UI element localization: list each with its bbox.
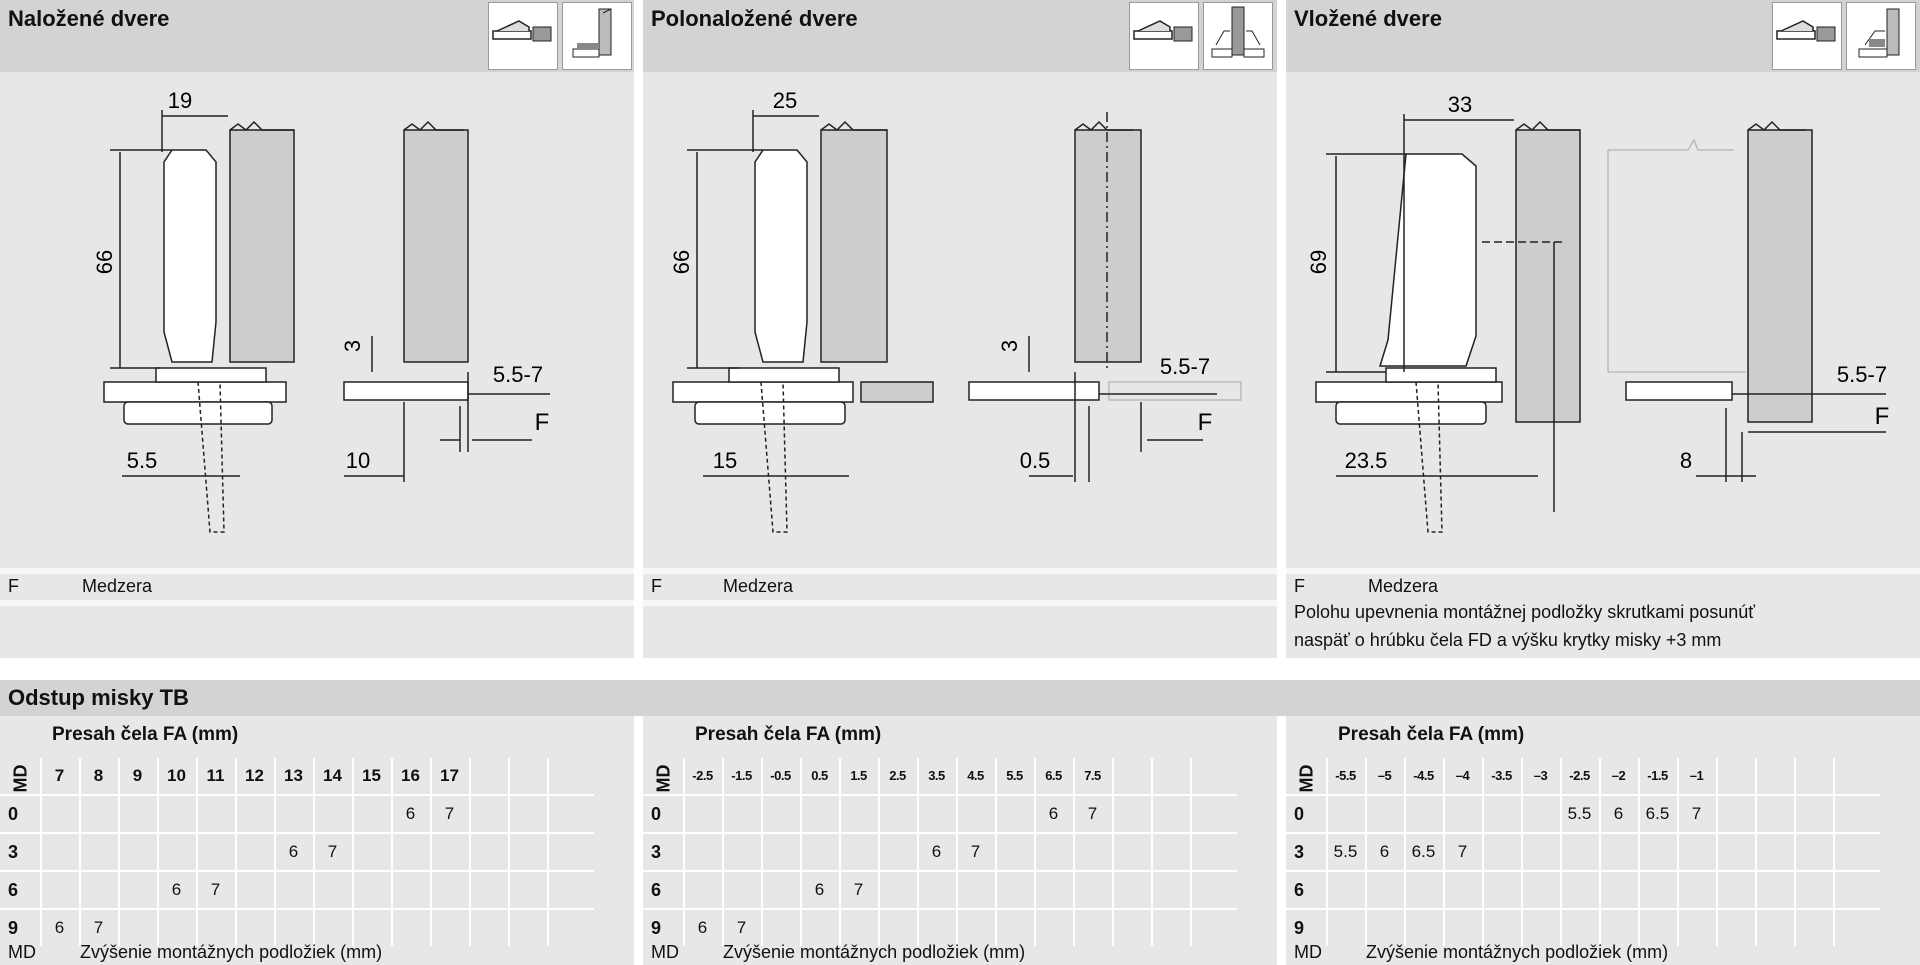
half-overlay-door-icon (1203, 2, 1273, 70)
table-cell (1755, 872, 1792, 908)
dim-f-label: F (1874, 403, 1890, 430)
footer-key: MD (1294, 942, 1322, 962)
column-header: 1.5 (839, 758, 876, 794)
table-cell (722, 796, 759, 832)
row-md-label: 9 (1294, 918, 1305, 938)
row-md-label: 6 (8, 880, 19, 900)
note-key: F (1294, 576, 1305, 596)
table-cell (430, 834, 467, 870)
table-cell (547, 872, 584, 908)
md-axis-label: MD (1296, 764, 1317, 793)
half-overlay-door-drawing (643, 72, 1277, 570)
table-cell (196, 910, 233, 946)
note-text: Medzera (82, 576, 153, 596)
table-cell (1755, 910, 1792, 946)
table-cell (1794, 910, 1831, 946)
panel-header (1286, 0, 1920, 72)
column-header (547, 758, 584, 794)
table-cell (917, 796, 954, 832)
column-header (1151, 758, 1188, 794)
table-cell (1034, 910, 1071, 946)
table-cell (800, 796, 837, 832)
table-cell (1482, 834, 1519, 870)
panel-header (643, 0, 1277, 72)
table-cell (1151, 834, 1188, 870)
table-footer (1294, 942, 1668, 963)
footer-key: MD (8, 942, 36, 962)
column-header (508, 758, 545, 794)
column-header: 2.5 (878, 758, 915, 794)
row-md-label: 3 (8, 842, 19, 862)
table-cell: 7 (1443, 834, 1480, 870)
table-cell (1404, 872, 1441, 908)
table-cell: 7 (79, 910, 116, 946)
dim-bottom-mid-label: 10 (345, 448, 371, 473)
tb-table-overlay (0, 716, 634, 965)
table-cell: 6.5 (1404, 834, 1441, 870)
md-axis-label: MD (653, 764, 674, 793)
column-header: 0.5 (800, 758, 837, 794)
tb-section-header (0, 680, 1920, 716)
hinge-type-icon (488, 2, 558, 70)
table-cell (469, 796, 506, 832)
table-cell (157, 834, 194, 870)
table-cell (40, 872, 77, 908)
table-cell: 7 (722, 910, 759, 946)
table-cell (79, 834, 116, 870)
table-cell (1638, 834, 1675, 870)
row-md-label: 9 (651, 918, 662, 938)
table-cell (274, 910, 311, 946)
dim-bottom-mid-label: 8 (1679, 448, 1693, 473)
table-cell (1151, 872, 1188, 908)
overlay-door-icon (562, 2, 632, 70)
footer-text: Zvýšenie montážnych podložiek (mm) (1366, 942, 1669, 962)
table-cell (508, 910, 545, 946)
dim-bottom-left-label: 5.5 (126, 448, 158, 473)
note-text: naspäť o hrúbku čela FD a výšku krytky misky +3 mm (1294, 630, 1722, 650)
row-md-label: 6 (651, 880, 662, 900)
column-header: 7.5 (1073, 758, 1110, 794)
panel-title: Polonaložené dvere (651, 6, 858, 31)
row-md-label: 0 (651, 804, 662, 824)
table-cell: 7 (430, 796, 467, 832)
table-cell (1599, 872, 1636, 908)
table-cell (1677, 910, 1714, 946)
table-cell (1521, 834, 1558, 870)
table-cell (1599, 834, 1636, 870)
dim-gap-label: 3 (997, 339, 1022, 353)
table-cell (391, 910, 428, 946)
table-cell (1073, 872, 1110, 908)
table-cell: 5.5 (1560, 796, 1597, 832)
table-cell (1794, 796, 1831, 832)
table-cell (956, 796, 993, 832)
table-cell (391, 834, 428, 870)
table-cell (1190, 796, 1227, 832)
tb-table-inset (1286, 716, 1920, 965)
table-cell (430, 910, 467, 946)
table-cell (1716, 796, 1753, 832)
table-cell (1833, 796, 1870, 832)
table-cell (1560, 872, 1597, 908)
table-cell (235, 910, 272, 946)
table-cell (1755, 796, 1792, 832)
column-header (1112, 758, 1149, 794)
table-cell (1326, 872, 1363, 908)
table-cell (1833, 872, 1870, 908)
table-cell (118, 910, 155, 946)
table-cell (839, 834, 876, 870)
table-cell (995, 796, 1032, 832)
table-cell (1073, 834, 1110, 870)
table-cell (722, 872, 759, 908)
hinge-type-icon (1772, 2, 1842, 70)
table-cell (878, 834, 915, 870)
column-header (1794, 758, 1831, 794)
column-header: -1.5 (722, 758, 759, 794)
table-cell (274, 796, 311, 832)
table-subtitle: Presah čela FA (mm) (52, 724, 239, 745)
table-cell (1190, 834, 1227, 870)
panel-overlay-door (0, 0, 634, 658)
table-cell (391, 872, 428, 908)
table-cell: 6 (1599, 796, 1636, 832)
table-cell (118, 796, 155, 832)
column-header: 15 (352, 758, 389, 794)
table-cell (430, 872, 467, 908)
column-header: –5 (1365, 758, 1402, 794)
row-md-label: 0 (1294, 804, 1305, 824)
table-cell: 6 (1034, 796, 1071, 832)
table-cell (547, 796, 584, 832)
column-header: 16 (391, 758, 428, 794)
panel-title: Vložené dvere (1294, 6, 1442, 31)
table-cell (118, 872, 155, 908)
table-cell (1326, 910, 1363, 946)
table-cell: 6 (391, 796, 428, 832)
table-cell (469, 872, 506, 908)
table-cell (956, 872, 993, 908)
table-cell (1482, 796, 1519, 832)
dim-top-label: 33 (1447, 92, 1473, 117)
dim-top-label: 19 (167, 88, 193, 113)
table-cell (761, 872, 798, 908)
table-cell (1755, 834, 1792, 870)
dim-bottom-left-label: 23.5 (1344, 448, 1388, 473)
table-cell (508, 796, 545, 832)
panel-half-overlay-door (643, 0, 1277, 658)
table-cell (1482, 872, 1519, 908)
table-cell: 6 (40, 910, 77, 946)
table-cell (1112, 910, 1149, 946)
dim-bottom-left-label: 15 (712, 448, 738, 473)
row-md-label: 0 (8, 804, 19, 824)
table-cell: 6 (157, 872, 194, 908)
hinge-type-icon (1129, 2, 1199, 70)
table-cell (79, 872, 116, 908)
table-cell (40, 796, 77, 832)
column-header (1190, 758, 1227, 794)
table-cell (1112, 834, 1149, 870)
table-cell: 6 (917, 834, 954, 870)
column-header (1755, 758, 1792, 794)
table-cell (1521, 796, 1558, 832)
note-key: F (8, 576, 19, 596)
note-text: Medzera (1368, 576, 1439, 596)
column-header: 4.5 (956, 758, 993, 794)
column-header: 9 (118, 758, 155, 794)
table-cell (1151, 910, 1188, 946)
table-cell (40, 834, 77, 870)
table-cell (1716, 834, 1753, 870)
column-header (469, 758, 506, 794)
column-header: -0.5 (761, 758, 798, 794)
table-cell (956, 910, 993, 946)
md-axis-label: MD (10, 764, 31, 793)
table-cell (878, 872, 915, 908)
table-cell (683, 834, 720, 870)
table-cell (352, 796, 389, 832)
table-cell: 6.5 (1638, 796, 1675, 832)
tb-title: Odstup misky TB (8, 685, 189, 710)
table-cell (1034, 872, 1071, 908)
dim-f-label: F (534, 409, 550, 436)
table-cell (761, 910, 798, 946)
table-cell (1677, 872, 1714, 908)
table-cell (508, 834, 545, 870)
table-cell (1716, 910, 1753, 946)
table-cell (1443, 910, 1480, 946)
table-cell (1034, 834, 1071, 870)
column-header: 17 (430, 758, 467, 794)
dim-range-label: 5.5-7 (492, 362, 544, 387)
column-header: –2 (1599, 758, 1636, 794)
table-cell (196, 796, 233, 832)
note-key: F (651, 576, 662, 596)
table-cell (1521, 872, 1558, 908)
table-cell: 7 (1677, 796, 1714, 832)
dim-height-label: 69 (1306, 249, 1331, 275)
panel-inset-door (1286, 0, 1920, 658)
table-cell (1112, 796, 1149, 832)
table-cell (878, 910, 915, 946)
footer-text: Zvýšenie montážnych podložiek (mm) (723, 942, 1026, 962)
column-header: –4 (1443, 758, 1480, 794)
table-cell (469, 834, 506, 870)
tb-table-half-overlay (643, 716, 1277, 965)
row-md-label: 9 (8, 918, 19, 938)
table-cell (761, 796, 798, 832)
table-cell (235, 872, 272, 908)
table-cell (352, 834, 389, 870)
table-cell (995, 910, 1032, 946)
table-cell (1404, 910, 1441, 946)
table-cell: 7 (313, 834, 350, 870)
table-cell (800, 834, 837, 870)
table-cell: 6 (800, 872, 837, 908)
table-cell (1151, 796, 1188, 832)
table-cell (1073, 910, 1110, 946)
column-header (1716, 758, 1753, 794)
table-cell (1190, 910, 1227, 946)
dim-range-label: 5.5-7 (1836, 362, 1888, 387)
table-cell (235, 834, 272, 870)
column-header: -5.5 (1326, 758, 1363, 794)
table-cell (722, 834, 759, 870)
table-cell (1677, 834, 1714, 870)
table-cell (157, 796, 194, 832)
table-cell (839, 796, 876, 832)
table-cell (469, 910, 506, 946)
table-cell (1716, 872, 1753, 908)
table-cell (1190, 872, 1227, 908)
table-cell (995, 834, 1032, 870)
table-footer (651, 942, 1025, 963)
table-cell (547, 910, 584, 946)
table-cell (1112, 872, 1149, 908)
column-header: -2.5 (1560, 758, 1597, 794)
column-header: -4.5 (1404, 758, 1441, 794)
table-cell (1599, 910, 1636, 946)
table-cell (1404, 796, 1441, 832)
table-cell (839, 910, 876, 946)
column-header: -3.5 (1482, 758, 1519, 794)
table-cell (1482, 910, 1519, 946)
table-cell (683, 796, 720, 832)
dim-range-label: 5.5-7 (1159, 354, 1211, 379)
table-footer (8, 942, 382, 963)
column-header: 7 (40, 758, 77, 794)
column-header: 6.5 (1034, 758, 1071, 794)
table-cell: 6 (683, 910, 720, 946)
table-cell (1833, 910, 1870, 946)
row-md-label: 6 (1294, 880, 1305, 900)
inset-door-drawing (1286, 72, 1920, 570)
table-cell (157, 910, 194, 946)
table-cell (235, 796, 272, 832)
column-header: –3 (1521, 758, 1558, 794)
dim-height-label: 66 (92, 249, 117, 275)
footer-text: Zvýšenie montážnych podložiek (mm) (80, 942, 383, 962)
table-cell (1443, 872, 1480, 908)
table-cell (1794, 834, 1831, 870)
table-cell (917, 872, 954, 908)
table-cell (508, 872, 545, 908)
table-cell (878, 796, 915, 832)
panel-title: Naložené dvere (8, 6, 170, 31)
table-cell (1560, 834, 1597, 870)
note-text: Polohu upevnenia montážnej podložky skrutkami posunúť (1294, 602, 1756, 622)
column-header: 3.5 (917, 758, 954, 794)
row-md-label: 3 (1294, 842, 1305, 862)
table-cell (1833, 834, 1870, 870)
table-cell (800, 910, 837, 946)
table-cell (683, 872, 720, 908)
table-cell (1326, 796, 1363, 832)
table-cell (352, 910, 389, 946)
table-cell (1365, 796, 1402, 832)
dim-bottom-mid-label: 0.5 (1019, 448, 1051, 473)
table-cell (118, 834, 155, 870)
table-cell: 7 (196, 872, 233, 908)
table-cell (995, 872, 1032, 908)
column-header: 13 (274, 758, 311, 794)
dim-top-label: 25 (772, 88, 798, 113)
column-header: 14 (313, 758, 350, 794)
column-header: 5.5 (995, 758, 1032, 794)
table-cell: 5.5 (1326, 834, 1363, 870)
table-cell (313, 796, 350, 832)
dim-gap-label: 3 (340, 339, 365, 353)
table-cell (196, 834, 233, 870)
table-cell (1560, 910, 1597, 946)
table-cell: 7 (956, 834, 993, 870)
table-cell: 6 (274, 834, 311, 870)
table-cell (313, 872, 350, 908)
column-header: 12 (235, 758, 272, 794)
column-header (1833, 758, 1870, 794)
row-md-label: 3 (651, 842, 662, 862)
table-cell: 6 (1365, 834, 1402, 870)
column-header: 8 (79, 758, 116, 794)
table-cell (917, 910, 954, 946)
table-cell (1365, 910, 1402, 946)
footer-key: MD (651, 942, 679, 962)
table-cell: 7 (1073, 796, 1110, 832)
table-subtitle: Presah čela FA (mm) (1338, 724, 1525, 745)
note-text: Medzera (723, 576, 794, 596)
table-cell (1638, 910, 1675, 946)
column-header: -2.5 (683, 758, 720, 794)
table-cell (1521, 910, 1558, 946)
table-cell (547, 834, 584, 870)
column-header: –1 (1677, 758, 1714, 794)
column-header: 11 (196, 758, 233, 794)
table-subtitle: Presah čela FA (mm) (695, 724, 882, 745)
table-cell (1365, 872, 1402, 908)
table-cell (1638, 872, 1675, 908)
column-header: -1.5 (1638, 758, 1675, 794)
table-cell (1443, 796, 1480, 832)
column-header: 10 (157, 758, 194, 794)
table-cell: 7 (839, 872, 876, 908)
table-cell (352, 872, 389, 908)
panel-header (0, 0, 634, 72)
table-cell (1794, 872, 1831, 908)
table-cell (313, 910, 350, 946)
dim-height-label: 66 (669, 249, 694, 275)
inset-door-icon (1846, 2, 1916, 70)
table-cell (274, 872, 311, 908)
table-cell (761, 834, 798, 870)
overlay-door-drawing (0, 72, 634, 570)
dim-f-label: F (1197, 409, 1213, 436)
table-cell (79, 796, 116, 832)
